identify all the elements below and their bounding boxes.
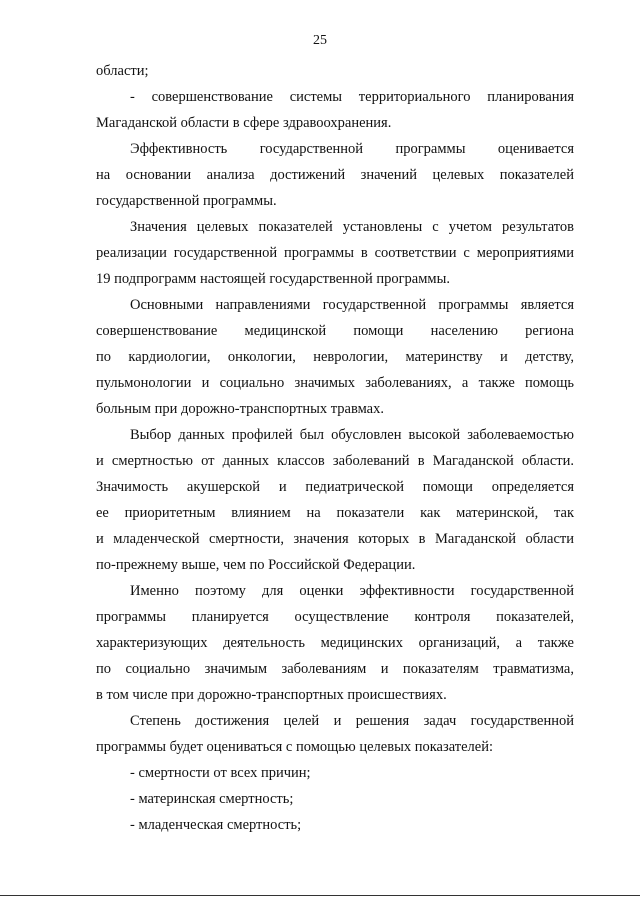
bottom-divider bbox=[0, 895, 640, 896]
list-item: - смертности от всех причин; bbox=[130, 765, 311, 781]
text-line: совершенствование медицинской помощи населению региона bbox=[96, 323, 574, 339]
text-line: 19 подпрограмм настоящей государственной программы. bbox=[96, 271, 450, 287]
text-line: программы планируется осуществление контроля показателей, bbox=[96, 609, 574, 625]
text-line: по-прежнему выше, чем по Российской Федерации. bbox=[96, 557, 416, 573]
text-line: - совершенствование системы территориального планирования bbox=[130, 89, 574, 105]
text-line: государственной программы. bbox=[96, 193, 277, 209]
text-line: в том числе при дорожно-транспортных происшествиях. bbox=[96, 687, 447, 703]
text-line: по кардиологии, онкологии, неврологии, материнству и детству, bbox=[96, 349, 574, 365]
text-line: Значения целевых показателей установлены с учетом результатов bbox=[130, 219, 574, 235]
list-item: - младенческая смертность; bbox=[130, 817, 302, 833]
text-line: области; bbox=[96, 63, 149, 79]
text-line: и смертностью от данных классов заболеваний в Магаданской области. bbox=[96, 453, 574, 469]
text-line: по социально значимым заболеваниям и показателям травматизма, bbox=[96, 661, 574, 677]
text-line: Основными направлениями государственной программы является bbox=[130, 297, 574, 313]
text-line: Выбор данных профилей был обусловлен высокой заболеваемостью bbox=[130, 427, 574, 443]
text-line: характеризующих деятельность медицинских организаций, а также bbox=[96, 635, 574, 651]
text-line: на основании анализа достижений значений целевых показателей bbox=[96, 167, 574, 183]
list-item: - материнская смертность; bbox=[130, 791, 294, 807]
text-line: Значимость акушерской и педиатрической помощи определяется bbox=[96, 479, 574, 495]
text-line: Магаданской области в сфере здравоохранения. bbox=[96, 115, 392, 131]
text-line: больным при дорожно-транспортных травмах. bbox=[96, 401, 384, 417]
page-number: 25 bbox=[313, 33, 327, 48]
text-line: Эффективность государственной программы оценивается bbox=[130, 141, 574, 157]
text-line: Степень достижения целей и решения задач государственной bbox=[130, 713, 574, 729]
text-line: программы будет оцениваться с помощью целевых показателей: bbox=[96, 739, 493, 755]
text-line: Именно поэтому для оценки эффективности государственной bbox=[130, 583, 574, 599]
document-body bbox=[96, 58, 574, 838]
text-line: ее приоритетным влиянием на показатели как материнской, так bbox=[96, 505, 574, 521]
text-line: реализации государственной программы в соответствии с мероприятиями bbox=[96, 245, 574, 261]
text-line: и младенческой смертности, значения которых в Магаданской области bbox=[96, 531, 574, 547]
text-line: пульмонологии и социально значимых заболеваниях, а также помощь bbox=[96, 375, 574, 391]
